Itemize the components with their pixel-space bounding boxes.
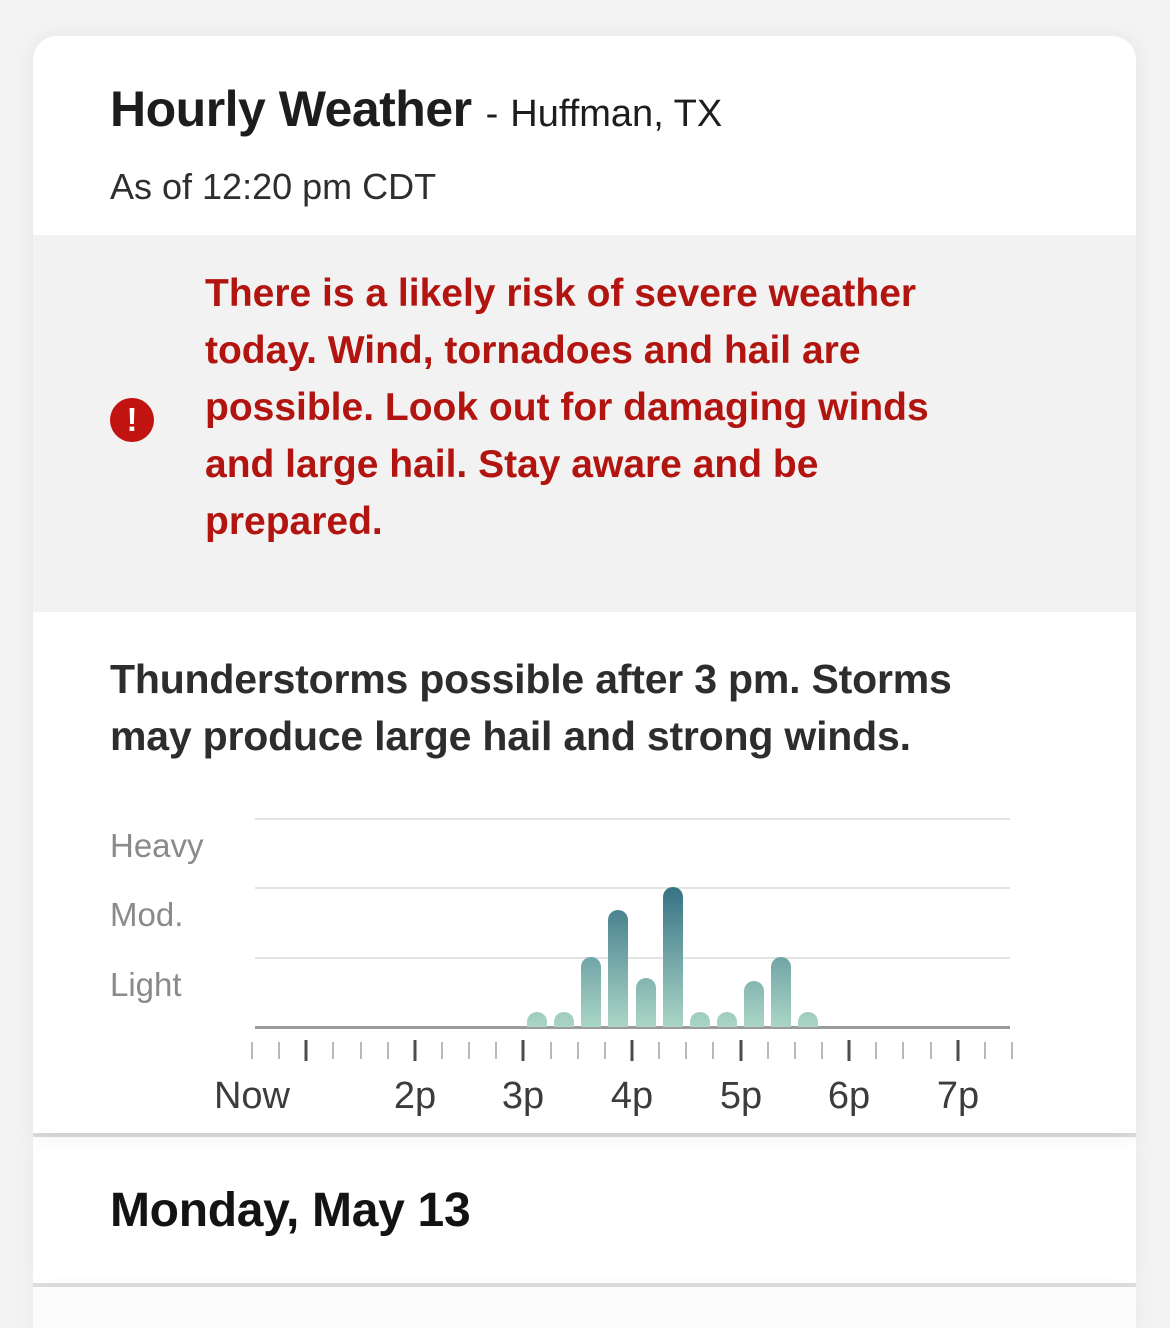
precip-bar: [554, 1012, 574, 1027]
hour-tick: [631, 1040, 634, 1061]
gridline-mod: [255, 887, 1010, 889]
x-axis-label: 7p: [936, 1075, 980, 1117]
y-axis-label: Light: [110, 966, 182, 1003]
quarter-tick: [902, 1042, 904, 1059]
hour-tick: [522, 1040, 525, 1061]
quarter-tick: [794, 1042, 796, 1059]
quarter-tick: [658, 1042, 660, 1059]
quarter-tick: [441, 1042, 443, 1059]
gridline-heavy: [255, 818, 1010, 820]
precip-bar: [608, 910, 628, 1027]
page-title: Hourly Weather: [110, 81, 472, 137]
quarter-tick: [468, 1042, 470, 1059]
gridline-light: [255, 957, 1010, 959]
quarter-tick: [1011, 1042, 1013, 1059]
chart-baseline: [255, 1026, 1010, 1029]
location-separator: -: [485, 93, 499, 135]
precip-bar: [771, 957, 791, 1027]
x-axis-label: Now: [213, 1075, 291, 1117]
hour-tick: [740, 1040, 743, 1061]
x-axis-label: 2p: [393, 1075, 437, 1117]
hour-tick: [414, 1040, 417, 1061]
y-axis-label: Heavy: [110, 827, 204, 864]
location-label: Huffman, TX: [510, 93, 723, 135]
quarter-tick: [360, 1042, 362, 1059]
precip-bar: [690, 1012, 710, 1027]
quarter-tick: [577, 1042, 579, 1059]
precip-bar: [581, 957, 601, 1027]
as-of-timestamp: As of 12:20 pm CDT: [110, 166, 437, 207]
x-axis-label: 6p: [827, 1075, 871, 1117]
quarter-tick: [685, 1042, 687, 1059]
quarter-tick: [930, 1042, 932, 1059]
precip-bar: [636, 978, 656, 1027]
quarter-tick: [875, 1042, 877, 1059]
precip-bar: [527, 1012, 547, 1027]
hourly-weather-card: [33, 36, 1136, 1133]
x-axis-label: 3p: [501, 1075, 545, 1117]
hour-tick: [305, 1040, 308, 1061]
alert-message: There is a likely risk of severe weather today. Wind, tornadoes and hail are possible. Look out for damaging winds and large hail. Stay aware and be prepared.: [205, 272, 929, 543]
forecast-summary: Thunderstorms possible after 3 pm. Storms may produce large hail and strong winds.: [110, 656, 952, 759]
precip-intensity-chart: [33, 36, 1136, 1133]
quarter-tick: [712, 1042, 714, 1059]
precip-bar: [798, 1012, 818, 1027]
precip-bar: [744, 981, 764, 1027]
quarter-tick: [278, 1042, 280, 1059]
quarter-tick: [984, 1042, 986, 1059]
hourly-weather-page: [33, 36, 1136, 1328]
precip-bar: [663, 887, 683, 1027]
x-axis-label: 4p: [610, 1075, 654, 1117]
day-header-row: [33, 1137, 1136, 1283]
quarter-tick: [387, 1042, 389, 1059]
quarter-tick: [767, 1042, 769, 1059]
quarter-tick: [251, 1042, 253, 1059]
exclamation-circle-icon: !: [110, 398, 154, 442]
quarter-tick: [495, 1042, 497, 1059]
quarter-tick: [550, 1042, 552, 1059]
hour-tick: [957, 1040, 960, 1061]
hour-tick: [848, 1040, 851, 1061]
quarter-tick: [604, 1042, 606, 1059]
precip-bar: [717, 1012, 737, 1027]
quarter-tick: [821, 1042, 823, 1059]
day-header-title: Monday, May 13: [110, 1183, 471, 1237]
x-axis-label: 5p: [719, 1075, 763, 1117]
quarter-tick: [332, 1042, 334, 1059]
y-axis-label: Mod.: [110, 896, 184, 933]
next-hourly-row-partial[interactable]: [33, 1287, 1136, 1328]
